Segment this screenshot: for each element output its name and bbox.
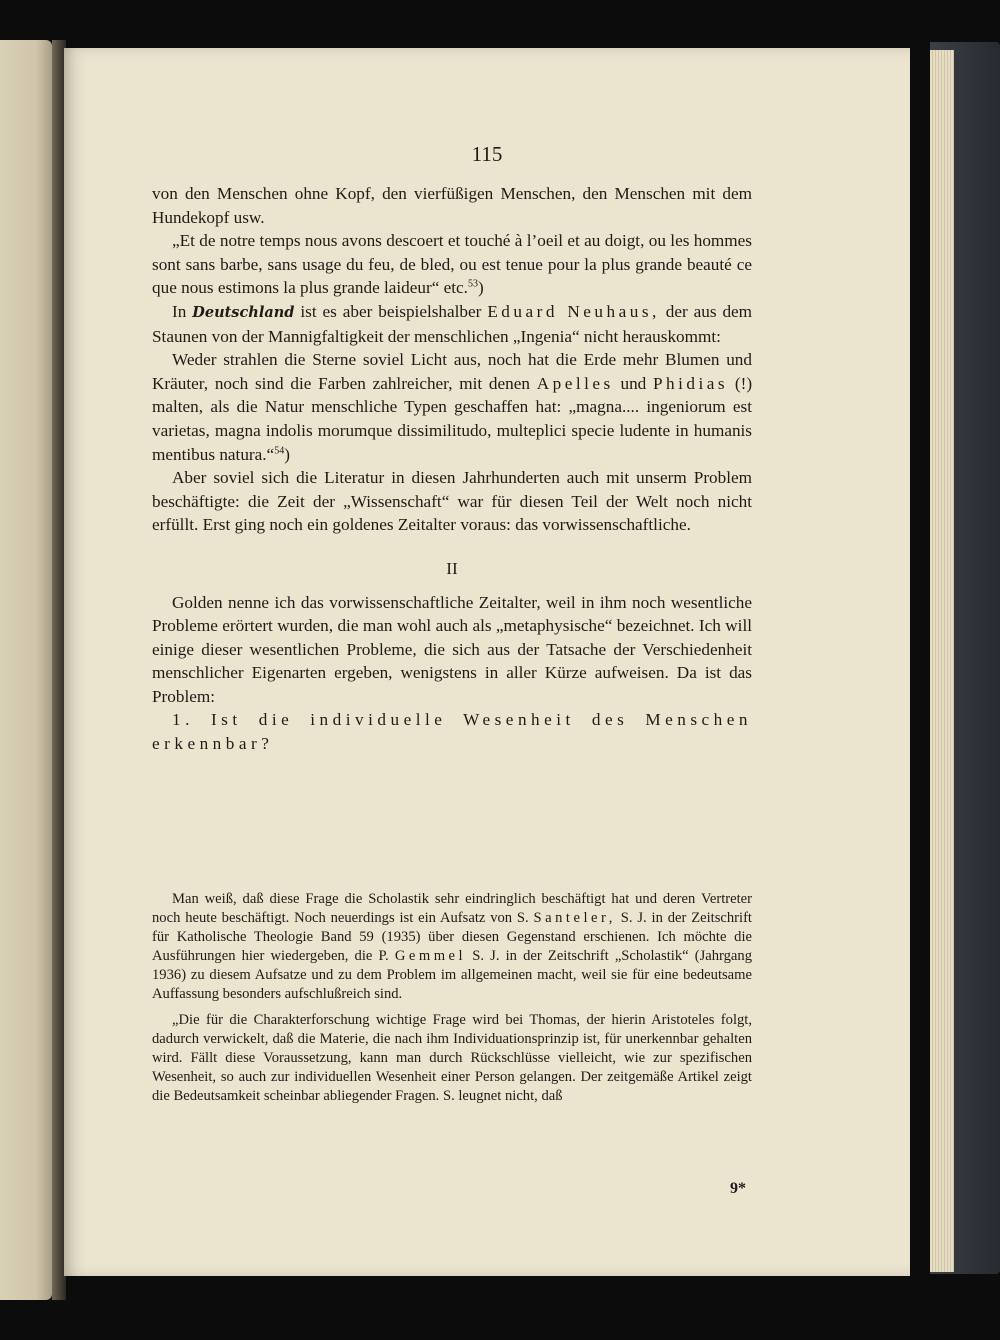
paragraph-prescientific: Aber soviel sich die Literatur in diesen Jahrhunderten auch mit unserm Problem beschäftigte: die Zeit der „Wissenschaft“ war für diesen Teil der Welt noch nicht erfüllt. Erst ging noch ein goldenes Zeitalter voraus: das vorwissenschaftliche. [152, 468, 752, 535]
problem-heading: 1. Ist die individuelle Wesenheit des Menschen erkennbar? [152, 710, 752, 754]
paragraph-golden-age: Golden nenne ich das vorwissenschaftliche Zeitalter, weil in ihm noch wesentliche Probleme erörtert wurden, die man wohl auch als „metaphysische“ bezeichnet. Ich will einige dieser wesentlichen Probleme, die sich aus der Tatsache der Verschiedenheit menschlicher Eigenarten ergeben, wenigstens in aller Kürze aufweisen. Da ist das Problem: [152, 592, 752, 706]
author-name: Gemmel [394, 948, 467, 964]
artist-name: Phidias [653, 373, 729, 393]
quoted-commentary [152, 890, 752, 1106]
paragraph-neuhaus: In Deutschland ist es aber beispielshalber Eduard Neuhaus, der aus dem Staunen von der Mannigfaltigkeit der menschlichen „Ingenia“ nicht herauskommt: [152, 301, 753, 346]
artist-name: Apelles [536, 373, 614, 393]
paragraph-french-quote: „Et de notre temps nous avons descoert et touché à l’oeil et au doigt, ou les hommes sont sans barbe, sans usage du feu, de bled, ou est tenue pour la plus grande beauté ce que nous estimons la plus grande laideur“ etc.$^{53}$) [152, 231, 752, 298]
page-stack-edge [930, 50, 954, 1272]
paragraph-latin-quote: Weder strahlen die Sterne soviel Licht aus, noch hat die Erde mehr Blumen und Kräuter, noch sind die Farben zahlreicher, mit denen Apelles und Phidias (!) malten, als die Natur menschliche Typen geschaffen hat: „magna.... ingeniorum est varietas, magna indolis morumque dissimilitudo, multeplici specie ludente in humanis mentibus natura.“$^{54}$) [152, 350, 753, 464]
footnote-ref: 53 [467, 278, 478, 290]
paragraph-scholastik: Man weiß, daß diese Frage die Scholastik sehr eindringlich beschäftigt hat und deren Vertreter noch heute beschäftigt. Noch neuerdings ist ein Aufsatz von S. Santeler, S. J. in der Zeitschrift für Katholische Theologie Band 59 (1935) über diesen Gegenstand erschienen. Ich möchte die Ausführungen hier wiedergeben, die P. Gemmel S. J. in der Zeitschrift „Scholastik“ (Jahrgang 1936) zu diesem Aufsatze und zu dem Problem im allgemeinen macht, weil sie für eine bedeutsame Auffassung besonders aufschlußreich sind. [152, 891, 753, 1002]
facing-page-edge [0, 40, 52, 1300]
author-name: Santeler, [533, 910, 616, 926]
author-name: Eduard Neuhaus, [487, 301, 660, 321]
paragraph-continuation: von den Menschen ohne Kopf, den vierfüßigen Menschen, den Menschen mit dem Hundekopf usw. [152, 184, 752, 227]
signature-mark: 9* [730, 1180, 746, 1197]
footnote-ref: 54 [274, 444, 285, 456]
section-heading: II [446, 558, 458, 578]
book-page [64, 48, 910, 1276]
paragraph-thomas-quote: „Die für die Charakterforschung wichtige Frage wird bei Thomas, der hierin Aristoteles folgt, dadurch verwickelt, daß die Materie, die nach ihm Individuationsprinzip ist, für unerkennbar gehalten wird. Fällt diese Voraussetzung, kann man durch Rückschlüsse vielleicht, wie zur spezifischen Wesenheit, so auch zur individuellen Wesenheit einer Person gelangen. Der zeitgemäße Artikel zeigt die Bedeutsamkeit scheinbar abliegender Fragen. S. leugnet nicht, daß [152, 1012, 752, 1104]
page-number: 115 [471, 142, 503, 166]
main-text [152, 182, 752, 756]
emphasized-country: Deutschland [192, 303, 295, 321]
